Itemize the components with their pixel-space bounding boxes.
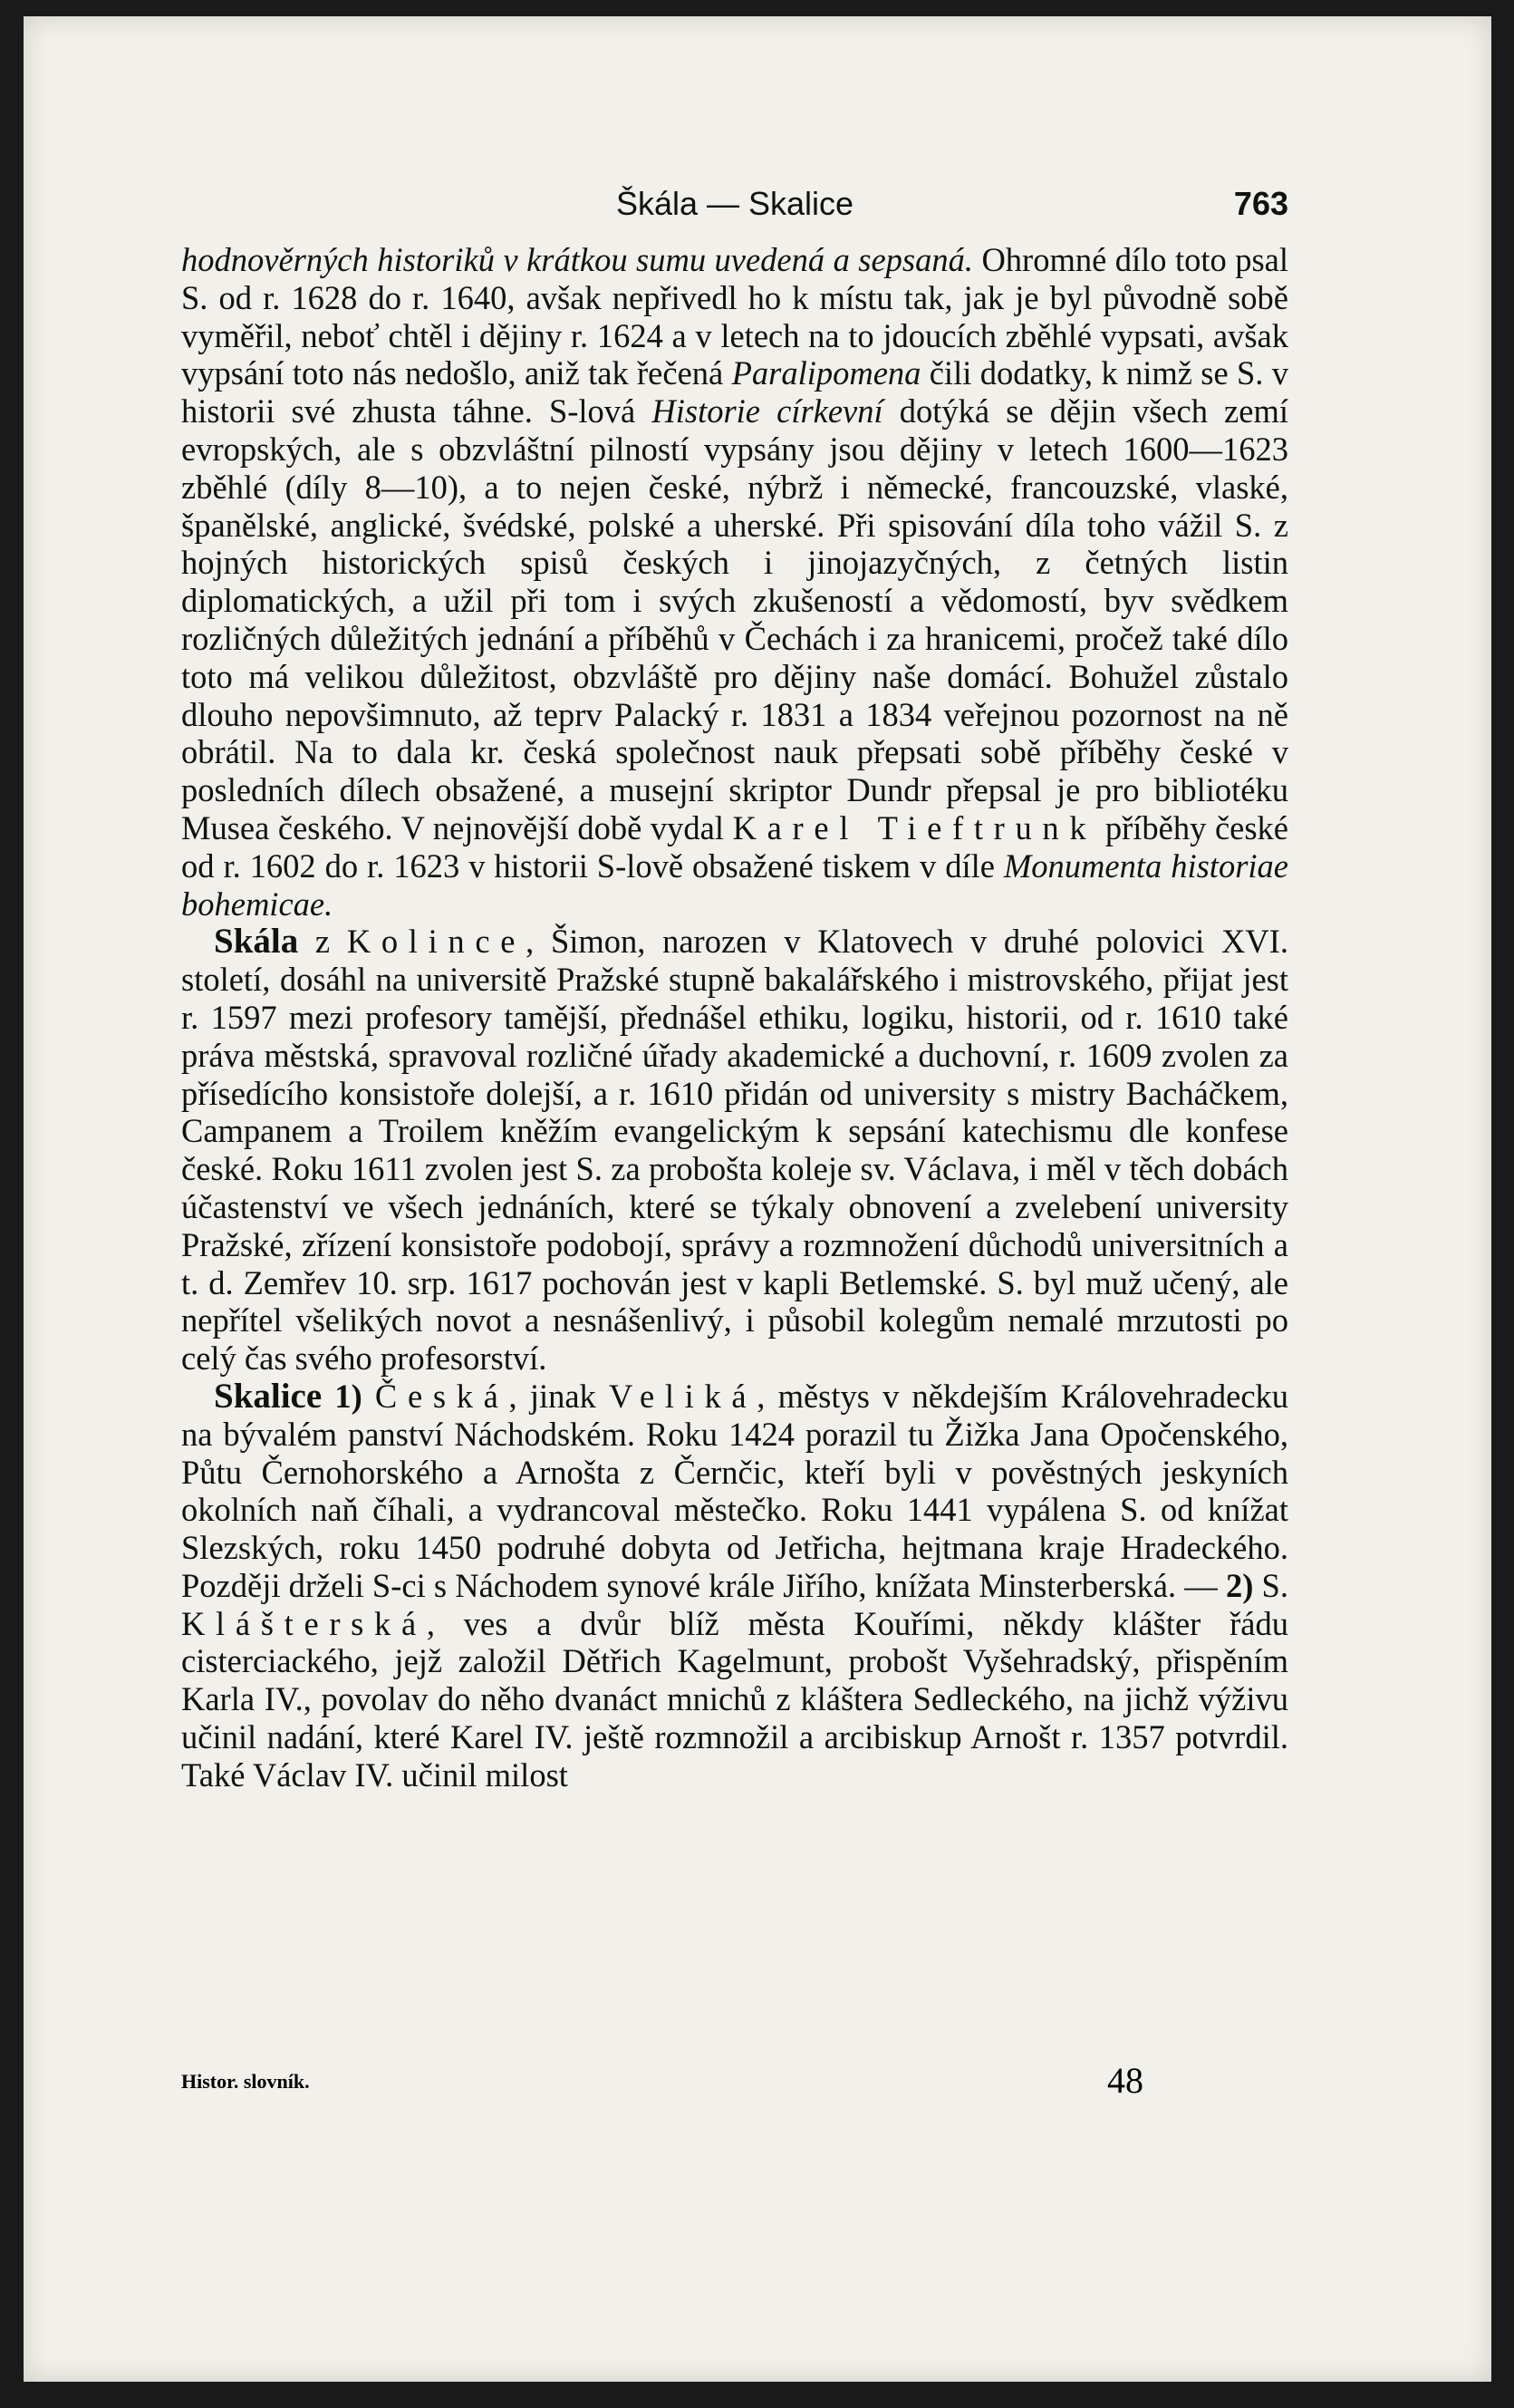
spaced-name-kolince: Kolince — [346, 923, 526, 961]
text-area — [181, 163, 1288, 1794]
quire-number: 48 — [1107, 2060, 1143, 2101]
italic-title-historie-cirkevni: Historie církevní — [651, 392, 883, 430]
italic-phrase: hodnověrných historiků v krátkou sumu uvedená a sepsaná. — [181, 241, 973, 278]
text-run: čili dodatky, k nimž se S. v historii své zhusta táhne. S-lová — [181, 354, 1288, 430]
text-run: z — [298, 923, 347, 961]
spaced-word-klasterska: Klášterská — [181, 1604, 427, 1642]
italic-title-paralipomena: Paralipomena — [731, 354, 921, 392]
running-head — [181, 163, 1288, 227]
spaced-word-velika: Veliká — [608, 1377, 757, 1415]
spaced-name-tieftrunk: Karel Tieftrunk — [732, 808, 1097, 846]
text-run: , městys v někdejším Královehradecku na bývalém panství Náchodském. Roku 1424 porazil tu Žižka Jana Opočenského, Půtu Černohorského a Arnošta z Černčic, kteří byli v pověstných jeskyních okolních naň číhali, a vydrancoval městečko. Roku 1441 vypálena S. od knížat Slezských, roku 1450 podruhé dobyta od Jetřicha, hejtmana kraje Hradeckého. Později drželi S-ci s Náchodem synové krále Jiřího, knížata Minsterberská. — — [181, 1377, 1289, 1604]
spaced-word-ceska: Česká — [374, 1377, 509, 1415]
page-footer — [181, 2059, 1288, 2110]
text-run: dotýká se dějin všech zemí evropských, ale s obzvláštní pilností vypsány jsou dějiny v letech 1600—1623 zběhlé (díly 8—10), a to nejen české, nýbrž i německé, francouzské, vlaské, španělské, anglické, švédské, polské a uherské. Při spisování díla toho vážil S. z hojných historických spisů českých i jinojazyčných, z četných listin diplomatických, a užil při tom i svých zkušeností a vědomostí, byv svědkem rozličných důležitých jednání a příběhů v Čechách i za hranicemi, pročež také dílo toto má velikou důležitost, obzvláště pro dějiny naše domácí. Bohužel zůstalo dlouho nepovšimnuto, až teprv Palacký r. 1831 a 1834 veřejnou pozornost na ně obrátil. Na to dala kr. česká společnost nauk přepsati sobě příběhy české v posledních dílech obsažené, a musejní skriptor Dundr přepsal je pro bibliotéku Musea českého. V nejnovější době vydal — [181, 392, 1288, 846]
text-run: Ohromné dílo toto psal S. od r. 1628 do r. 1640, avšak nepřivedl ho k místu tak, jak je byl původně sobě vyměřil, neboť chtěl i dějiny r. 1624 a v letech na to jdoucích zběhlé vypsati, avšak vypsání toto nás nedošlo, aniž tak řečená — [181, 241, 1288, 392]
page-number: 763 — [1233, 185, 1288, 222]
signature-mark: Histor. slovník. — [181, 2070, 310, 2093]
entry-skala-simon — [181, 923, 1288, 1378]
entry-headword-skala: Skála — [214, 922, 299, 962]
text-run: příběhy české od r. 1602 do r. 1623 v historii S-lově obsažené tiskem v díle — [181, 808, 1288, 885]
article-body — [181, 241, 1288, 1794]
italic-title-monumenta: Monumenta historiae bohemicae. — [181, 846, 1288, 923]
entry-headword-skalice: Skalice — [214, 1376, 323, 1416]
sense-number-2: 2) — [1225, 1566, 1254, 1604]
text-run: , jinak — [508, 1377, 609, 1415]
text-run: , Šimon, narozen v Klatovech v druhé polovici XVI. století, dosáhl na universitě Pražské stupně bakalářského i mistrovského, přijat jest r. 1597 mezi profesory tamější, přednášel ethiku, logiku, historii, od r. 1610 také práva městská, spravoval rozličné úřady akademické a duchovní, r. 1609 zvolen za přísedícího konsistoře dolejší, a r. 1610 přidán od university s mistry Bacháčkem, Campanem a Troilem kněžím evangelickým k sepsání katechismu dle konfese české. Roku 1611 zvolen jest S. za proboštа koleje sv. Václava, i měl v těch dobách účastenství ve všech jednáních, které se týkaly obnovení a zvelebení university Pražské, zřízení konsistoře podobojí, správy a rozmnožení důchodů universitních a t. d. Zemřev 10. srp. 1617 pochován jest v kapli Betlemské. S. byl muž učený, ale nepřítel všelikých novot a nesnášenlivý, i působil kolegům nemalé mrzutosti po celý čas svého profesorství. — [181, 923, 1288, 1378]
text-run: S. — [1253, 1566, 1288, 1604]
sense-number-1: 1) — [334, 1377, 362, 1415]
text-run: , ves a dvůr blíž města Kouřími, někdy klášter řádu cisterciackého, jejž založil Dětřich Kagelmunt, probošt Vyšehradský, přispěním Karla IV., povolav do něho dvanáct mnichů z kláštera Sedleckého, na jichž výživu učinil nadání, které Karel IV. ještě rozmnožil a arcibiskup Arnošt r. 1357 potvrdil. Také Václav IV. učinil milost — [181, 1604, 1288, 1794]
entry-skalice — [181, 1378, 1288, 1794]
paragraph-skala-history-continued — [181, 241, 1288, 923]
running-title: Škála — Skalice — [615, 185, 854, 222]
